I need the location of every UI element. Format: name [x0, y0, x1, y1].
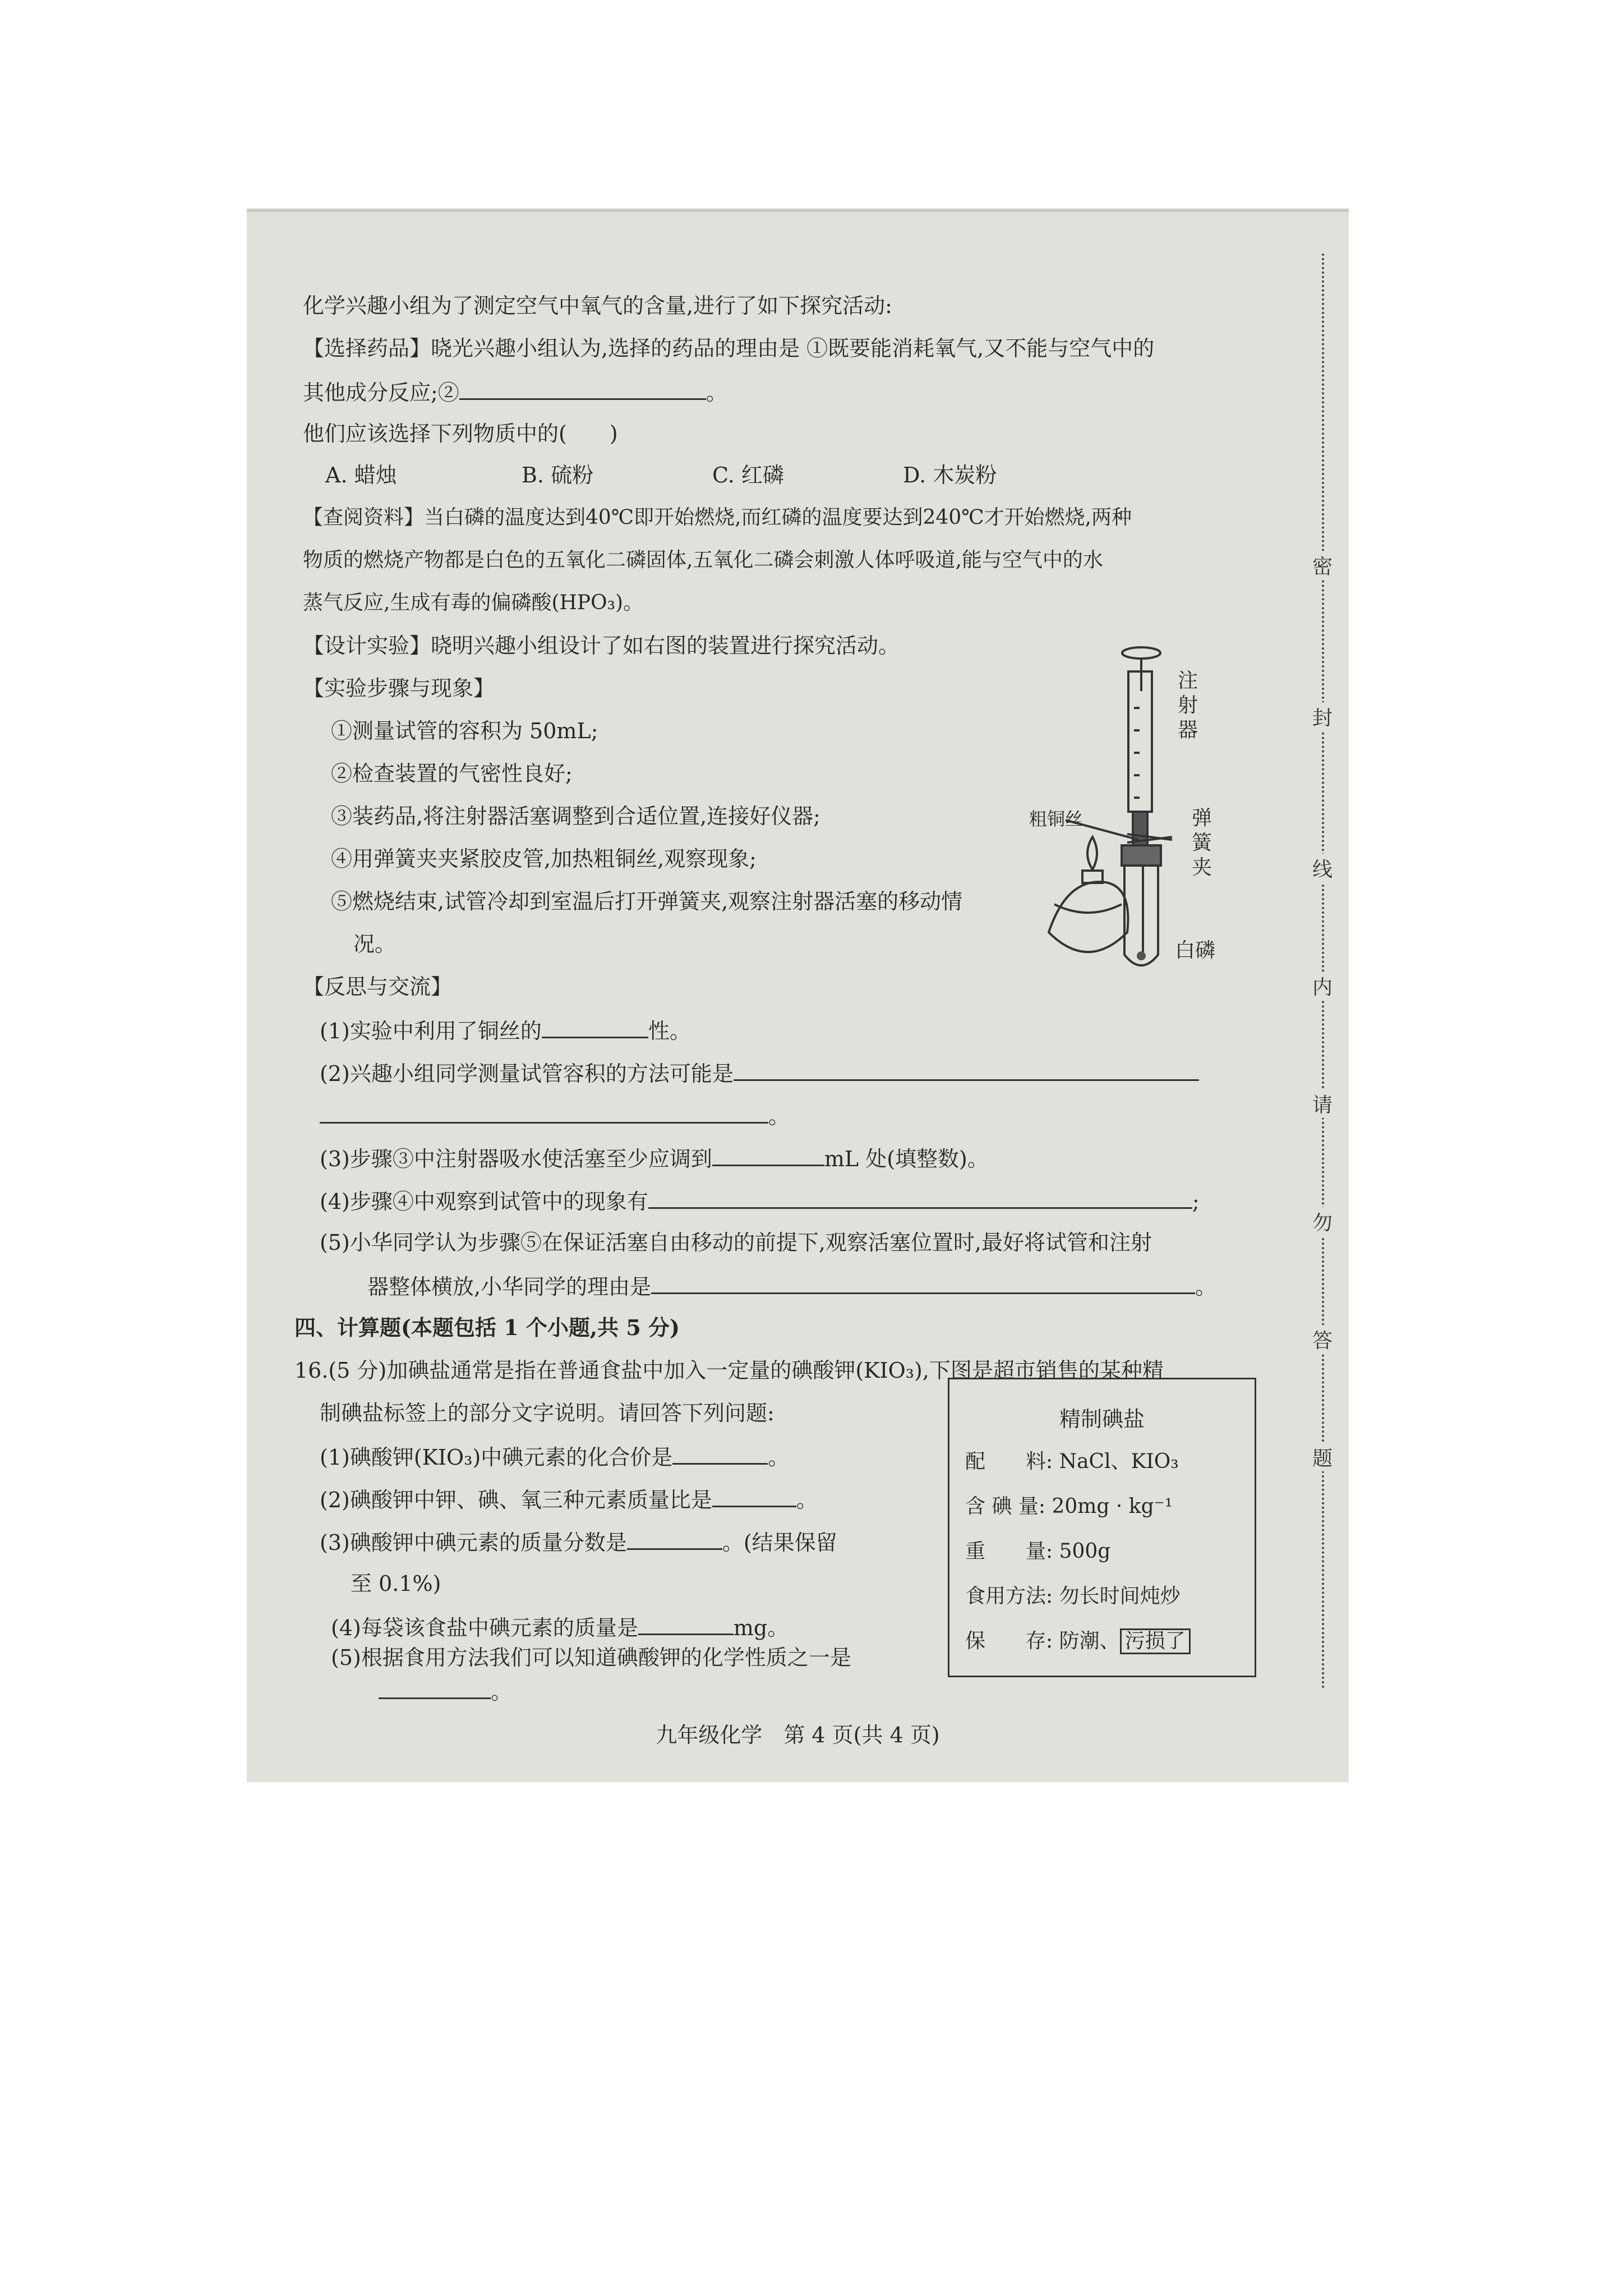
white-phosphorus — [1137, 951, 1146, 960]
page-footer: 九年级化学 第 4 页(共 4 页) — [656, 1723, 940, 1747]
answer-blank[interactable] — [712, 1144, 824, 1166]
q16-sub-5-end: 。 — [491, 1680, 513, 1704]
salt-label-row-weight — [965, 1535, 1110, 1564]
select-question: 他们应该选择下列物质中的( ) — [303, 421, 618, 446]
salt-label-row-iodine — [965, 1490, 1173, 1519]
seal-char: 题 — [1308, 1443, 1336, 1471]
q16-line-2: 制碘盐标签上的部分文字说明。请回答下列问题: — [320, 1401, 774, 1425]
answer-blank[interactable] — [638, 1613, 734, 1635]
label-copper-wire: 粗铜丝 — [1029, 808, 1083, 830]
q16-sub-2-text: (2)碘酸钾中钾、碘、氧三种元素质量比是 — [320, 1488, 712, 1512]
seal-char: 勿 — [1308, 1207, 1336, 1236]
seal-line-margin — [1308, 254, 1336, 1690]
answer-blank[interactable] — [542, 1016, 648, 1038]
q16-sub-3-end: 。(结果保留 — [722, 1530, 837, 1555]
select-line-2a: 其他成分反应;② — [303, 380, 459, 405]
reflection-q2 — [320, 1059, 1199, 1087]
seal-char: 封 — [1308, 702, 1336, 731]
answer-blank[interactable] — [379, 1677, 491, 1699]
reflection-q1-text: (1)实验中利用了铜丝的 — [320, 1019, 542, 1043]
reflection-q5: (5)小华同学认为步骤⑤在保证活塞自由移动的前提下,观察活塞位置时,最好将试管和注射 — [320, 1230, 1152, 1255]
steps-title: 【实验步骤与现象】 — [303, 676, 495, 701]
label-clamp — [1192, 806, 1212, 880]
reference-line-2: 物质的燃烧产物都是白色的五氧化二磷固体,五氧化二磷会刺激人体呼吸道,能与空气中的水 — [303, 549, 1103, 572]
reflection-q1-end: 性。 — [648, 1019, 691, 1043]
scanned-page-photo — [247, 209, 1349, 1782]
answer-blank[interactable] — [734, 1059, 1199, 1081]
seal-char: 内 — [1308, 972, 1336, 1000]
answer-blank[interactable] — [627, 1528, 722, 1550]
salt-label-key: 食用方法: — [965, 1585, 1053, 1608]
seal-char: 线 — [1308, 854, 1336, 882]
label-syringe — [1178, 669, 1198, 743]
salt-label-value: 500g — [1059, 1540, 1111, 1563]
seal-char: 密 — [1308, 551, 1336, 579]
salt-label-key: 重 量: — [965, 1540, 1053, 1563]
step-3: ③装药品,将注射器活塞调整到合适位置,连接好仪器; — [331, 804, 820, 829]
salt-label-row-storage — [965, 1625, 1191, 1654]
select-line-2b: 。 — [706, 380, 727, 405]
step-2: ②检查装置的气密性良好; — [331, 761, 573, 786]
reflection-q4-text: (4)步骤④中观察到试管中的现象有 — [320, 1189, 648, 1214]
q16-sub-4-end: mg。 — [733, 1616, 789, 1640]
q16-line-1: 16.(5 分)加碘盐通常是指在普通食盐中加入一定量的碘酸钾(KIO₃),下图是超市销售的某种精 — [294, 1358, 1164, 1383]
reflection-q3-end: mL 处(填整数)。 — [824, 1147, 989, 1171]
exam-page — [247, 209, 1349, 1782]
salt-label-row-usage — [965, 1580, 1181, 1609]
reflection-title: 【反思与交流】 — [303, 974, 453, 999]
test-tube — [1124, 865, 1158, 965]
answer-blank[interactable] — [672, 1443, 768, 1465]
label-clamp-2: 簧 — [1192, 831, 1212, 854]
select-line-2 — [303, 378, 727, 406]
option-a: A. 蜡烛 — [325, 463, 397, 487]
reflection-q5-end: 。 — [1195, 1274, 1217, 1299]
answer-blank[interactable] — [712, 1485, 796, 1507]
reflection-q2-text: (2)兴趣小组同学测量试管容积的方法可能是 — [320, 1061, 734, 1086]
reflection-q5-cont — [367, 1272, 1216, 1300]
option-c: C. 红磷 — [712, 463, 784, 487]
reflection-q3 — [320, 1144, 989, 1172]
q16-sub-1 — [320, 1443, 789, 1470]
step-5-cont: 况。 — [353, 932, 396, 956]
salt-label-key: 配 料: — [965, 1450, 1053, 1473]
stained-text-box: 污损了 — [1120, 1628, 1191, 1654]
label-syringe-2: 射 — [1178, 694, 1198, 717]
iodized-salt-label — [948, 1378, 1256, 1677]
q16-sub-4 — [331, 1613, 789, 1641]
label-phosphorus: 白磷 — [1175, 939, 1216, 962]
q16-sub-2-end: 。 — [796, 1488, 818, 1512]
step-4: ④用弹簧夹夹紧胶皮管,加热粗铜丝,观察现象; — [331, 846, 757, 871]
answer-blank[interactable] — [459, 378, 706, 400]
option-b: B. 硫粉 — [522, 463, 594, 487]
q16-sub-1-text: (1)碘酸钾(KIO₃)中碘元素的化合价是 — [320, 1445, 673, 1470]
stopper — [1122, 845, 1161, 866]
q16-sub-3-text: (3)碘酸钾中碘元素的质量分数是 — [320, 1530, 627, 1555]
label-syringe-1: 注 — [1178, 669, 1198, 692]
reflection-q5-text: 器整体横放,小华同学的理由是 — [367, 1274, 652, 1299]
syringe-barrel — [1128, 671, 1152, 812]
answer-blank[interactable] — [648, 1187, 1192, 1209]
salt-label-value: 20mg · kg⁻¹ — [1052, 1495, 1173, 1518]
q16-sub-3 — [320, 1528, 837, 1556]
salt-label-title: 精制碘盐 — [1059, 1407, 1145, 1432]
reference-line-1: 【查阅资料】当白磷的温度达到40℃即开始燃烧,而红磷的温度要达到240℃才开始燃烧,两种 — [303, 506, 1132, 529]
reflection-q2-cont — [320, 1102, 790, 1129]
answer-blank[interactable] — [651, 1272, 1195, 1294]
q16-sub-3-cont: 至 0.1%) — [351, 1571, 441, 1596]
step-1: ①测量试管的容积为 50mL; — [331, 719, 598, 743]
salt-label-key: 含 碘 量: — [965, 1495, 1046, 1518]
reflection-q4 — [320, 1187, 1200, 1214]
label-clamp-3: 夹 — [1192, 856, 1212, 879]
answer-blank[interactable] — [320, 1102, 768, 1124]
reflection-q2-end: 。 — [768, 1104, 790, 1129]
salt-label-row-ingredients — [965, 1446, 1179, 1474]
salt-label-key: 保 存: — [965, 1630, 1053, 1653]
reflection-q3-text: (3)步骤③中注射器吸水使活塞至少应调到 — [320, 1147, 712, 1171]
select-line-1: 【选择药品】晓光兴趣小组认为,选择的药品的理由是 ①既要能消耗氧气,又不能与空气中的 — [303, 336, 1155, 361]
intro-text: 化学兴趣小组为了测定空气中氧气的含量,进行了如下探究活动: — [303, 293, 892, 318]
seal-char: 请 — [1308, 1089, 1336, 1118]
design-text: 【设计实验】晓明兴趣小组设计了如右图的装置进行探究活动。 — [303, 633, 900, 658]
reflection-q4-end: ; — [1192, 1189, 1200, 1214]
q16-sub-5: (5)根据食用方法我们可以知道碘酸钾的化学性质之一是 — [331, 1645, 851, 1670]
reference-line-3: 蒸气反应,生成有毒的偏磷酸(HPO₃)。 — [303, 591, 644, 614]
syringe-plunger-cap — [1122, 647, 1160, 659]
q16-sub-4-text: (4)每袋该食盐中碘元素的质量是 — [331, 1616, 638, 1640]
step-5: ⑤燃烧结束,试管冷却到室温后打开弹簧夹,观察注射器活塞的移动情 — [331, 889, 963, 914]
seal-char: 答 — [1308, 1325, 1336, 1354]
salt-label-value: 勿长时间炖炒 — [1059, 1585, 1181, 1608]
alcohol-lamp — [1049, 882, 1128, 952]
q16-sub-5-cont — [379, 1677, 512, 1705]
option-d: D. 木炭粉 — [903, 463, 997, 487]
label-syringe-3: 器 — [1178, 719, 1198, 742]
label-clamp-1: 弹 — [1192, 807, 1212, 830]
salt-label-value: NaCl、KIO₃ — [1059, 1450, 1179, 1473]
q16-sub-1-end: 。 — [768, 1445, 790, 1470]
flame — [1087, 837, 1097, 869]
part4-title: 四、计算题(本题包括 1 个小题,共 5 分) — [294, 1315, 680, 1340]
salt-label-value: 防潮、 — [1059, 1630, 1120, 1653]
q16-sub-2 — [320, 1485, 818, 1513]
reflection-q1 — [320, 1016, 691, 1044]
